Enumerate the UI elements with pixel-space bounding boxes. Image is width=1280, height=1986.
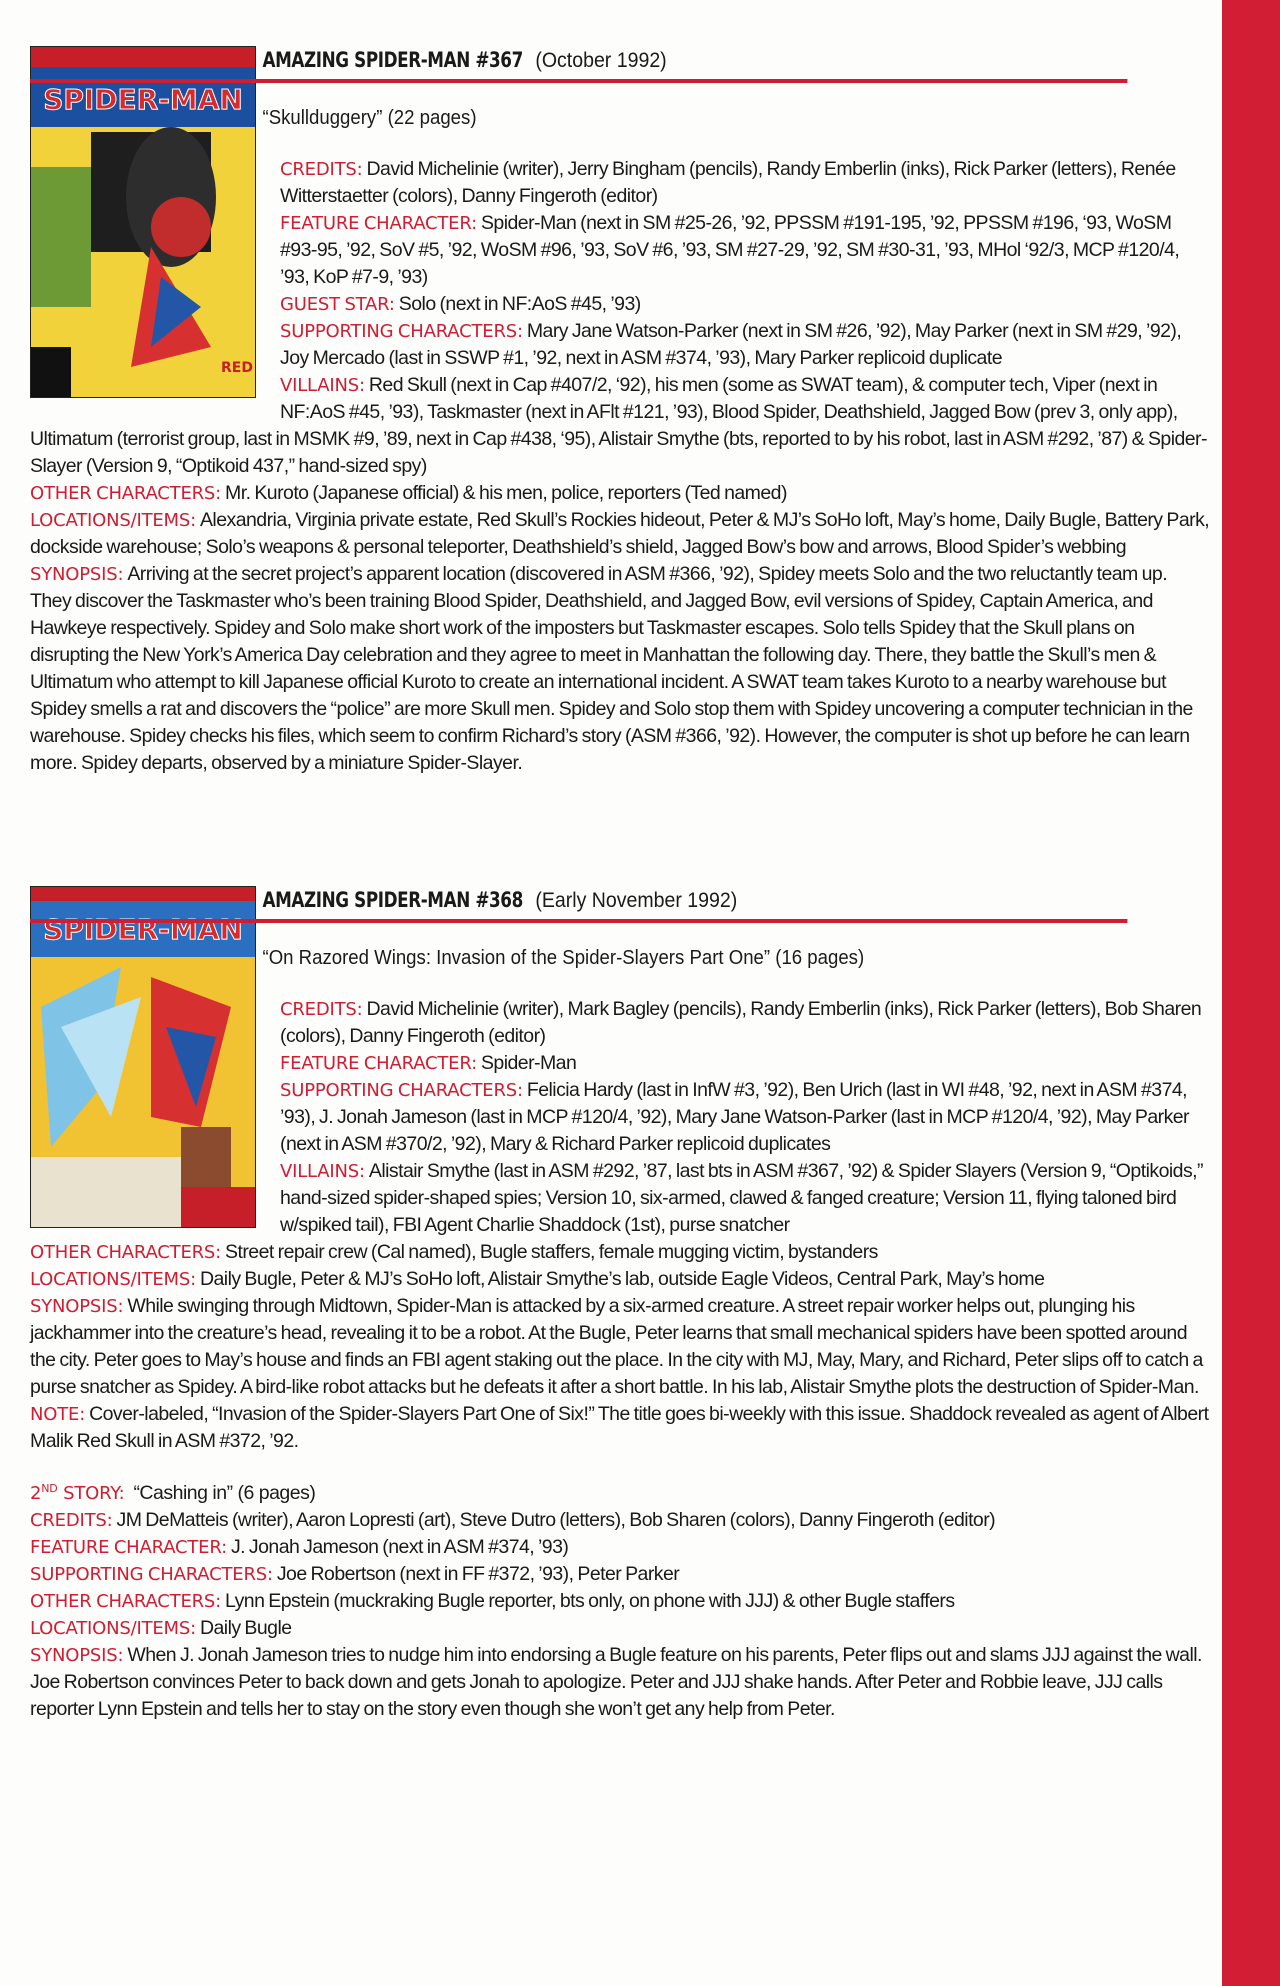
issue-header-367: [30, 46, 1127, 83]
synopsis-text: Arriving at the secret project’s apparent location (discovered in ASM #366, ’92), Spidey meets Solo and the two reluctantly team up. They discover the Taskmaster who’s been training Blood Spider, Deathshield, and Jagged Bow, evil versions of Spidey, Captain America, and Hawkeye respectively. Spidey and Solo make short work of the imposters but Taskmaster escapes. Solo tells Spidey that the Skull plans on disrupting the New York’s America Day celebration and they agree to meet in Manhattan the following day. There, they battle the Skull’s men & Ultimatum who attempt to kill Japanese official Kuroto to create an international incident. A SWAT team takes Kuroto to a nearby warehouse but Spidey smells a rat and discovers the “police” are more Skull men. Spidey and Solo stop them with Spidey uncovering a computer technician in the warehouse. Spidey checks his files, which seem to confirm Richard’s story (ASM #366, ’92). However, the computer is shot up before he can learn more. Spidey departs, observed by a miniature Spider-Slayer.: [30, 563, 1193, 774]
locations-label: LOCATIONS/ITEMS:: [30, 510, 196, 531]
issue-entry-368: [30, 886, 1210, 1723]
story-title: “On Razored Wings: Invasion of the Spider-Slayers Part One” (16 pages): [262, 947, 865, 969]
issue-header-368: [30, 886, 1127, 923]
feature-text: Spider-Man: [480, 1052, 577, 1074]
issue-title: AMAZING SPIDER-MAN #367: [262, 48, 523, 72]
second-supporting-para: [30, 1561, 1210, 1588]
credits-text: David Michelinie (writer), Jerry Bingham (pencils), Randy Emberlin (inks), Rick Parker (letters), Renée Witterstaetter (colors), Danny Fingeroth (editor): [280, 158, 1176, 207]
other-text: Street repair crew (Cal named), Bugle staffers, female mugging victim, bystanders: [225, 1241, 878, 1263]
second-story-title: [30, 1475, 1210, 1507]
issue-date: (October 1992): [535, 49, 667, 72]
second-other-para: [30, 1588, 1210, 1615]
supporting-label: SUPPORTING CHARACTERS:: [30, 1564, 273, 1585]
issue-entry-367: [30, 46, 1210, 777]
other-label: OTHER CHARACTERS:: [30, 1591, 222, 1612]
locations-para: [30, 507, 1210, 561]
synopsis-label: SYNOPSIS:: [30, 1296, 124, 1317]
villains-label: VILLAINS:: [280, 375, 365, 396]
locations-text: Daily Bugle, Peter & MJ’s SoHo loft, Alistair Smythe’s lab, outside Eagle Videos, Central Park, May’s home: [199, 1268, 1045, 1290]
second-story-name: “Cashing in” (6 pages): [133, 1482, 316, 1504]
credits-text: JM DeMatteis (writer), Aaron Lopresti (art), Steve Dutro (letters), Bob Sharen (colors), Danny Fingeroth (editor): [116, 1509, 996, 1531]
issue-date: (Early November 1992): [535, 889, 738, 912]
credits-text: David Michelinie (writer), Mark Bagley (pencils), Randy Emberlin (inks), Rick Parker (letters), Bob Sharen (colors), Danny Fingeroth (editor): [280, 998, 1202, 1047]
villains-text: Red Skull (next in Cap #407/2, ‘92), his men (some as SWAT team), & computer tech, Viper (next in NF:AoS #45, ’93), Taskmaster (next in AFlt #121, ’93), Blood Spider, Deathshield, Jagged Bow (prev 3, only app), Ultimatum (terrorist group, last in MSMK #9, ’89, next in Cap #438, ‘95), Alistair Smythe (bts, reported to by his robot, last in ASM #292, ’87) & Spider-Slayer (Version 9, “Optikoid 437,” hand-sized spy): [30, 374, 1207, 477]
other-para: [30, 480, 1210, 507]
feature-text: Spider-Man (next in SM #25-26, ’92, PPSSM #191-195, ’92, PPSSM #196, ‘93, WoSM #93-95, ’92, SoV #5, ’92, WoSM #96, ’93, SoV #6, ’93, SM #27-29, ’92, SM #30-31, ’93, MHol ‘92/3, MCP #120/4, ’93, KoP #7-9, ’93): [280, 212, 1180, 288]
credits-label: CREDITS:: [280, 999, 363, 1020]
second-synopsis-para: [30, 1642, 1210, 1723]
cover-image-368: [30, 886, 256, 1228]
second-credits-para: [30, 1507, 1210, 1534]
synopsis-para: [30, 1293, 1210, 1401]
locations-para: [30, 1266, 1210, 1293]
locations-label: LOCATIONS/ITEMS:: [30, 1269, 196, 1290]
feature-label: FEATURE CHARACTER:: [30, 1537, 227, 1558]
note-text: Cover-labeled, “Invasion of the Spider-Slayers Part One of Six!” The title goes bi-weekly with this issue. Shaddock revealed as agent of Albert Malik Red Skull in ASM #372, ’92.: [30, 1403, 1209, 1452]
supporting-label: SUPPORTING CHARACTERS:: [280, 1080, 523, 1101]
cover-logo-368: SPIDER-MAN: [43, 913, 243, 946]
locations-text: Daily Bugle: [199, 1617, 292, 1639]
locations-label: LOCATIONS/ITEMS:: [30, 1618, 196, 1639]
villains-text: Alistair Smythe (last in ASM #292, ’87, last bts in ASM #367, ’92) & Spider Slayers (Version 9, “Optikoids,” hand-sized spider-shaped spies; Version 10, six-armed, clawed & fanged creature; Version 11, flying taloned bird w/spiked tail), FBI Agent Charlie Shaddock (1st), purse snatcher: [280, 1160, 1203, 1236]
cover-logo-367: SPIDER-MAN: [43, 83, 243, 116]
second-story-sup: ND: [41, 1482, 58, 1495]
story-title: “Skullduggery” (22 pages): [262, 107, 477, 129]
second-story-word: STORY:: [57, 1483, 125, 1504]
synopsis-label: SYNOPSIS:: [30, 1645, 124, 1666]
credits-label: CREDITS:: [30, 1510, 113, 1531]
supporting-label: SUPPORTING CHARACTERS:: [280, 321, 523, 342]
note-label: NOTE:: [30, 1404, 86, 1425]
other-text: Lynn Epstein (muckraking Bugle reporter, bts only, on phone with JJJ) & other Bugle staffers: [225, 1590, 955, 1612]
synopsis-para: [30, 561, 1210, 777]
other-label: OTHER CHARACTERS:: [30, 483, 222, 504]
villains-label: VILLAINS:: [280, 1161, 365, 1182]
cover-image-367: [30, 46, 256, 398]
note-para: [30, 1401, 1210, 1455]
other-para: [30, 1239, 1210, 1266]
feature-text: J. Jonah Jameson (next in ASM #374, ’93): [230, 1536, 569, 1558]
second-story-num: 2: [30, 1483, 42, 1504]
synopsis-text: When J. Jonah Jameson tries to nudge him into endorsing a Bugle feature on his parents, Peter flips out and slams JJJ against the wall. Joe Robertson convinces Peter to back down and gets Jonah to apologize. Peter and JJJ shake hands. After Peter and Robbie leave, JJJ calls reporter Lynn Epstein and tells her to stay on the story even though she won’t get any help from Peter.: [30, 1644, 1202, 1720]
other-label: OTHER CHARACTERS:: [30, 1242, 222, 1263]
second-locations-para: [30, 1615, 1210, 1642]
supporting-text: Joe Robertson (next in FF #372, ’93), Peter Parker: [276, 1563, 680, 1585]
second-story-label: [30, 1483, 125, 1504]
issue-title: AMAZING SPIDER-MAN #368: [262, 888, 523, 912]
locations-text: Alexandria, Virginia private estate, Red Skull’s Rockies hideout, Peter & MJ’s SoHo loft, May’s home, Daily Bugle, Battery Park, dockside warehouse; Solo’s weapons & personal teleporter, Deathshield’s shield, Jagged Bow’s bow and arrows, Blood Spider’s webbing: [30, 509, 1210, 558]
credits-label: CREDITS:: [280, 159, 363, 180]
synopsis-text: While swinging through Midtown, Spider-Man is attacked by a six-armed creature. A street repair worker helps out, plunging his jackhammer into the creature’s head, revealing it to be a robot. At the Bugle, Peter learns that small mechanical spiders have been spotted around the city. Peter goes to May’s house and finds an FBI agent staking out the place. In the city with MJ, May, Mary, and Richard, Peter slips off to catch a purse snatcher as Spidey. A bird-like robot attacks but he defeats it after a short battle. In his lab, Alistair Smythe plots the destruction of Spider-Man.: [30, 1295, 1203, 1398]
feature-label: FEATURE CHARACTER:: [280, 1053, 477, 1074]
red-side-bar: [1222, 0, 1280, 1986]
svg-text:RED: RED: [221, 360, 253, 376]
other-text: Mr. Kuroto (Japanese official) & his men, police, reporters (Ted named): [225, 482, 787, 504]
feature-label: FEATURE CHARACTER:: [280, 213, 477, 234]
supporting-text: Mary Jane Watson-Parker (next in SM #26, ’92), May Parker (next in SM #29, ’92), Joy Mercado (last in SSWP #1, ’92, next in ASM #374, ’93), Mary Parker replicoid duplicate: [280, 320, 1182, 369]
supporting-text: Felicia Hardy (last in InfW #3, ’92), Ben Urich (last in WI #48, ’92, next in ASM #374, ’93), J. Jonah Jameson (last in MCP #120/4, ’92), Mary Jane Watson-Parker (last in MCP #120/4, ’92), May Parker (next in ASM #370/2, ’92), Mary & Richard Parker replicoid duplicates: [280, 1079, 1190, 1155]
synopsis-label: SYNOPSIS:: [30, 564, 124, 585]
second-feature-para: [30, 1534, 1210, 1561]
guest-label: GUEST STAR:: [280, 294, 395, 315]
guest-text: Solo (next in NF:AoS #45, ’93): [398, 293, 641, 315]
